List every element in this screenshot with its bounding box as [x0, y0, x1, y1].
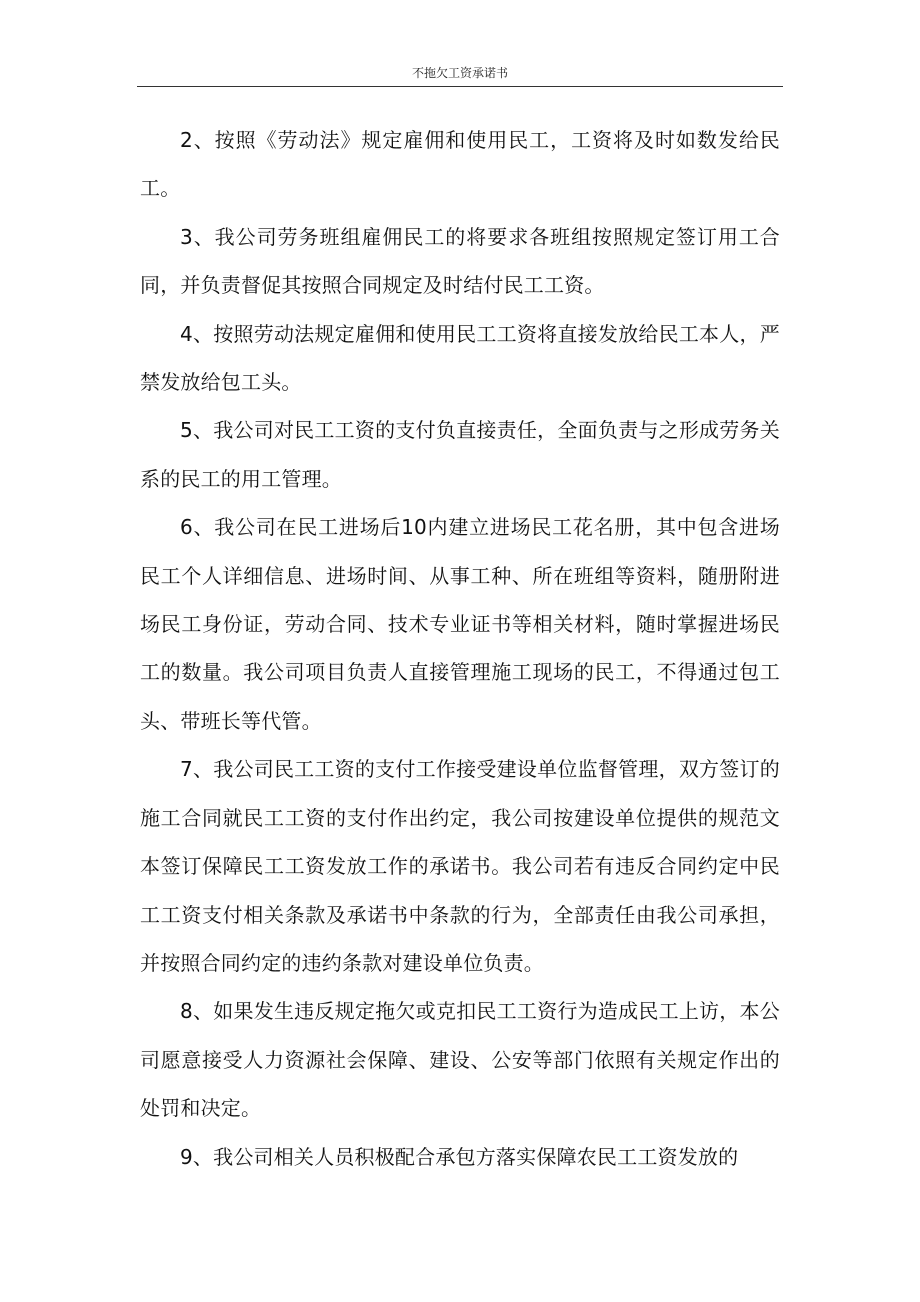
paragraph-item-5: 5、我公司对民工工资的支付负直接责任，全面负责与之形成劳务关系的民工的用工管理。	[140, 418, 780, 491]
paragraph-item-9: 9、我公司相关人员积极配合承包方落实保障农民工工资发放的	[180, 1144, 739, 1169]
paragraph-item-4: 4、按照劳动法规定雇佣和使用民工工资将直接发放给民工本人，严禁发放给包工头。	[140, 321, 780, 395]
paragraph-item-7: 7、我公司民工工资的支付工作接受建设单位监督管理，双方签订的施工合同就民工工资的支付作出约定，我公司按建设单位提供的规范文本签订保障民工工资发放工作的承诺书。我公司若有违反合同约定中民工工资支付相关条款及承诺书中条款的行为，全部责任由我公司承担，并按照合同约定的违约条款对建设单位负责。	[140, 757, 780, 975]
header-title: 不拖欠工资承诺书	[411, 66, 508, 80]
paragraph-item-8: 8、如果发生违反规定拖欠或克扣民工工资行为造成民工上访，本公司愿意接受人力资源社会保障、建设、公安等部门依照有关规定作出的处罚和决定。	[140, 999, 780, 1121]
paragraph-item-6: 6、我公司在民工进场后10内建立进场民工花名册，其中包含进场民工个人详细信息、进场时间、从事工种、所在班组等资料，随册附进场民工身份证，劳动合同、技术专业证书等相关材料，随时掌握进场民工的数量。我公司项目负责人直接管理施工现场的民工，不得通过包工头、带班长等代管。	[140, 515, 780, 733]
document-body	[140, 116, 780, 1181]
paragraph-item-2: 2、按照《劳动法》规定雇佣和使用民工，工资将及时如数发给民工。	[140, 128, 780, 201]
page-header	[137, 62, 783, 87]
paragraph-item-3: 3、我公司劳务班组雇佣民工的将要求各班组按照规定签订用工合同，并负责督促其按照合同规定及时结付民工工资。	[140, 224, 780, 298]
